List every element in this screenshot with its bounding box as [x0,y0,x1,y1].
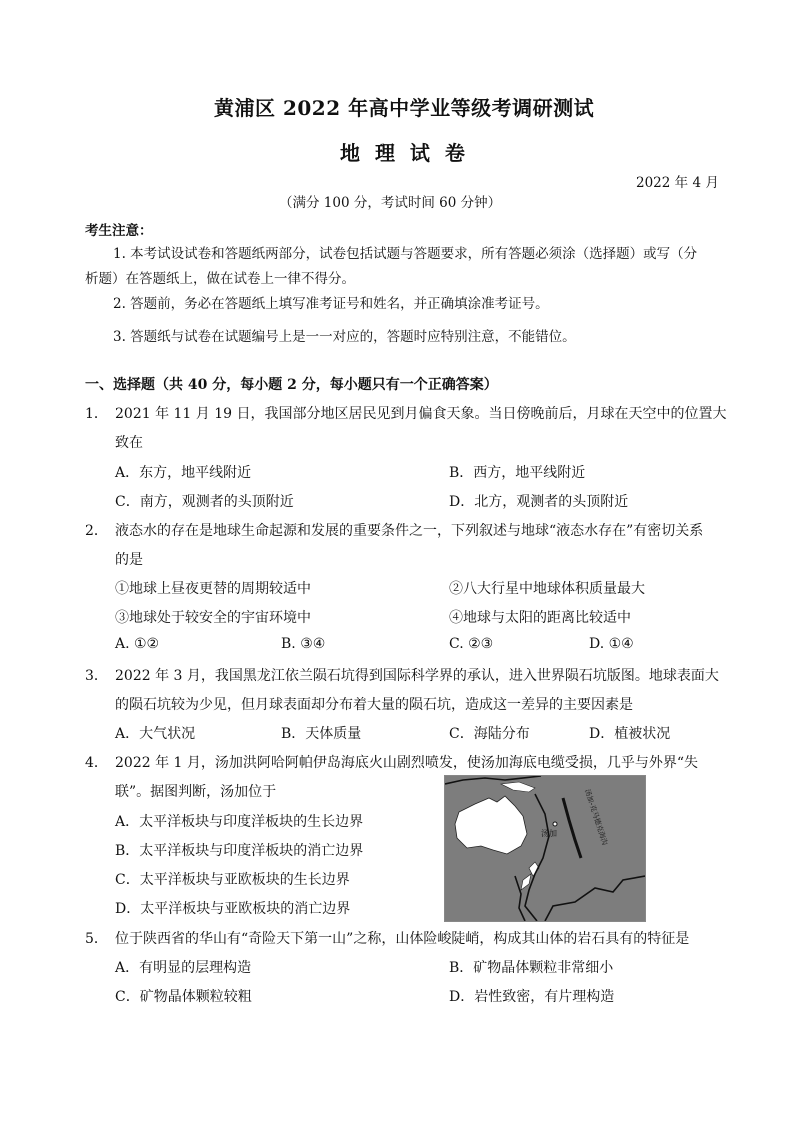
tonga-marker [553,822,557,826]
q2-stem-line-2: 的是 [115,552,143,568]
q1-option-b: B．西方，地平线附近 [449,465,586,481]
q3-option-a: A．大气状况 [115,726,196,742]
q1-number: 1． [85,406,108,422]
q5-option-b: B．矿物晶体颗粒非常细小 [449,960,614,976]
q5-stem-line-1: 位于陕西省的华山有“奇险天下第一山”之称，山体险峻陡峭，构成其山体的岩石具有的特征是 [115,931,690,947]
q2-statement-4: ④地球与太阳的距离比较适中 [449,610,631,626]
q4-number: 4． [85,755,108,771]
q5-number: 5． [85,931,108,947]
q3-option-c: C．海陆分布 [449,726,530,742]
q3-number: 3． [85,668,108,684]
q5-option-d: D．岩性致密，有片理构造 [449,989,615,1005]
q5-option-a: A．有明显的层理构造 [115,960,252,976]
q1-option-c: C．南方，观测者的头顶附近 [115,494,294,510]
map-label-tonga: 汤加 [541,829,557,838]
exam-date: 2022 年 4 月 [636,175,719,191]
notice-heading: 考生注意： [85,223,153,239]
q2-number: 2． [85,523,108,539]
page-title: 黄浦区 2022 年高中学业等级考调研测试 [214,96,595,120]
q2-statement-1: ①地球上昼夜更替的周期较适中 [115,581,311,597]
q4-stem-line-1: 2022 年 1 月，汤加洪阿哈阿帕伊岛海底火山剧烈喷发，使汤加海底电缆受损，几乎与外界“失 [115,755,699,771]
notice-item-3: 3. 答题纸与试卷在试题编号上是一一对应的，答题时应特别注意，不能错位。 [113,329,576,345]
notice-item-1-line-2: 析题）在答题纸上，做在试卷上一律不得分。 [85,271,355,287]
q2-option-d: D. ①④ [589,636,634,652]
q1-option-a: A．东方，地平线附近 [115,465,252,481]
q3-stem-line-1: 2022 年 3 月，我国黑龙江依兰陨石坑得到国际科学界的承认，进入世界陨石坑版图。地球表面大 [115,668,719,684]
q3-stem-line-2: 的陨石坑较为少见，但月球表面却分布着大量的陨石坑，造成这一差异的主要因素是 [115,697,633,713]
q3-option-b: B．天体质量 [281,726,362,742]
q1-stem-line-1: 2021 年 11 月 19 日，我国部分地区居民见到月偏食天象。当日傍晚前后，月球在天空中的位置大 [115,406,727,422]
map-label-trench: 汤加-克马德克海沟 [583,788,609,847]
tonga-plate-map [444,775,646,922]
map-svg [445,776,645,921]
q2-statement-3: ③地球处于较安全的宇宙环境中 [115,610,311,626]
q3-option-d: D．植被状况 [589,726,671,742]
q4-option-c: C．太平洋板块与亚欧板块的生长边界 [115,872,350,888]
q4-option-b: B．太平洋板块与印度洋板块的消亡边界 [115,843,364,859]
q5-option-c: C．矿物晶体颗粒较粗 [115,989,252,1005]
q1-option-d: D．北方，观测者的头顶附近 [449,494,629,510]
q2-option-c: C. ②③ [449,636,494,652]
q2-stem-line-1: 液态水的存在是地球生命起源和发展的重要条件之一，下列叙述与地球“液态水存在”有密切关系 [115,523,704,539]
exam-subject: 地 理 试 卷 [340,141,469,165]
q4-option-d: D．太平洋板块与亚欧板块的消亡边界 [115,901,351,917]
q2-option-b: B. ③④ [281,636,326,652]
q4-stem-line-2: 联”。据图判断，汤加位于 [115,784,277,800]
notice-item-2: 2. 答题前，务必在答题纸上填写准考证号和姓名，并正确填涂准考证号。 [113,296,549,312]
q2-statement-2: ②八大行星中地球体积质量最大 [449,581,645,597]
q2-option-a: A. ①② [115,636,160,652]
q4-option-a: A．太平洋板块与印度洋板块的生长边界 [115,814,364,830]
q1-stem-line-2: 致在 [115,435,143,451]
section-heading: 一、选择题（共 40 分，每小题 2 分，每小题只有一个正确答案） [85,377,498,393]
notice-item-1-line-1: 1. 本考试设试卷和答题纸两部分，试卷包括试题与答题要求，所有答题必须涂（选择题）或写（分 [113,246,698,262]
score-info: （满分 100 分，考试时间 60 分钟） [279,195,502,211]
